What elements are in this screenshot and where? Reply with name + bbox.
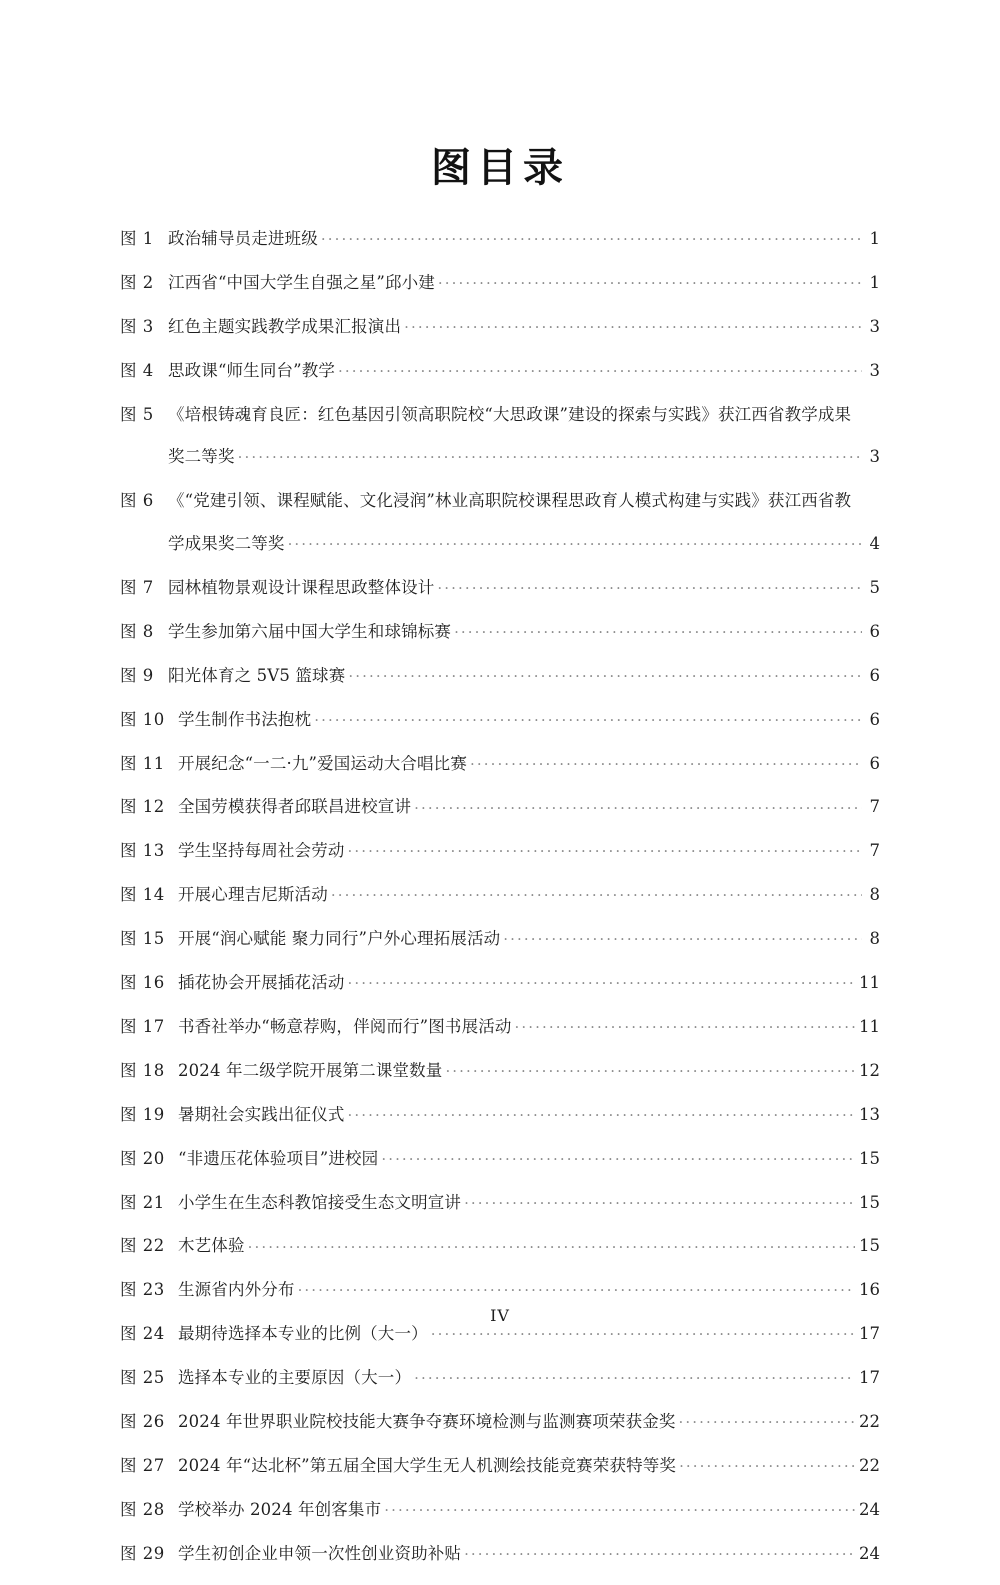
page-number: 7 [869, 841, 880, 861]
toc-entry-body [178, 707, 880, 734]
toc-entry-body [178, 1102, 880, 1129]
figure-label: 图 5 [120, 404, 154, 424]
figure-label: 图 27 [120, 1456, 165, 1475]
toc-entry[interactable] [120, 1321, 880, 1348]
page-number: 22 [859, 1412, 880, 1432]
dot-leader [348, 972, 856, 989]
figure-caption-text: 插花协会开展插花活动 [178, 973, 345, 993]
toc-entry[interactable] [120, 1058, 880, 1085]
toc-entry-body [178, 1321, 880, 1348]
figure-caption-text: 2024 年二级学院开展第二课堂数量 [178, 1060, 443, 1080]
page-number: 3 [869, 447, 880, 467]
figure-label: 图 22 [120, 1236, 165, 1256]
toc-entry-body [168, 402, 880, 429]
dot-leader [414, 796, 862, 813]
toc-entry[interactable] [120, 1014, 880, 1041]
figure-caption-text: 书香社举办“畅意荐购，伴阅而行”图书展活动 [178, 1016, 512, 1036]
figure-caption-text: 学生参加第六届中国大学生和球锦标赛 [168, 621, 452, 641]
page-number: 22 [859, 1456, 880, 1475]
toc-entry-line [120, 402, 880, 429]
figure-caption-text: 江西省“中国大学生自强之星”邱小建 [168, 272, 435, 292]
toc-entry-body [178, 1409, 880, 1436]
toc-entry[interactable] [120, 838, 880, 865]
page-number: 8 [869, 929, 880, 949]
toc-entry-line [120, 270, 880, 297]
dot-leader [238, 446, 862, 463]
toc-entry-line [120, 575, 880, 602]
toc-entry-continuation-line [120, 531, 880, 558]
toc-entry[interactable] [120, 707, 880, 734]
toc-entry-line [120, 794, 880, 821]
toc-entry-body [168, 575, 880, 602]
dot-leader [454, 620, 862, 637]
toc-entry-line [120, 1058, 880, 1085]
toc-entry-body [168, 358, 880, 385]
toc-entry[interactable] [120, 970, 880, 997]
toc-entry-line [120, 663, 880, 690]
toc-entry-line [120, 926, 880, 953]
figure-caption-text: 开展心理吉尼斯活动 [178, 885, 328, 905]
toc-entry[interactable] [120, 575, 880, 602]
toc-entry[interactable] [120, 402, 880, 471]
figure-label: 图 3 [120, 316, 154, 336]
figure-caption-text: 学生坚持每周社会劳动 [178, 841, 345, 861]
toc-entry-line [120, 882, 880, 909]
figure-caption-text: 2024 年“达北杯”第五届全国大学生无人机测绘技能竞赛荣获特等奖 [178, 1456, 677, 1475]
figure-caption-text: 学成果奖二等奖 [168, 533, 285, 553]
dot-leader [470, 752, 862, 769]
toc-entry-body [178, 1497, 880, 1524]
toc-entry-line [120, 751, 880, 778]
toc-entry-line [120, 1453, 880, 1480]
figure-caption-text: 木艺体验 [178, 1236, 245, 1256]
toc-entry[interactable] [120, 1409, 880, 1436]
figure-caption-text: 政治辅导员走进班级 [168, 229, 318, 248]
figure-label: 图 17 [120, 1016, 165, 1036]
toc-entry-body [178, 1146, 880, 1173]
toc-entry[interactable] [120, 1102, 880, 1129]
toc-entry[interactable] [120, 794, 880, 821]
footer-page-number: IV [490, 1306, 510, 1325]
page-number: 17 [859, 1324, 880, 1344]
toc-entry-body [178, 1190, 880, 1217]
figure-caption-text: “非遗压花体验项目”进校园 [178, 1148, 379, 1168]
figure-caption-text: 暑期社会实践出征仪式 [178, 1104, 345, 1124]
figure-caption-text: 小学生在生态科教馆接受生态文明宣讲 [178, 1192, 462, 1212]
page-title: 图目录 [431, 144, 569, 191]
toc-entry-line [120, 1014, 880, 1041]
toc-entry[interactable] [120, 882, 880, 909]
figure-label: 图 2 [120, 272, 154, 292]
toc-entry-body [178, 751, 880, 778]
figure-label: 图 9 [120, 665, 154, 685]
toc-entry-line [120, 1365, 880, 1392]
toc-entry-line [120, 358, 880, 385]
figure-caption-text: 学生制作书法抱枕 [178, 709, 312, 729]
toc-entry[interactable] [120, 270, 880, 297]
toc-entry-line [120, 1497, 880, 1524]
toc-entry-body [178, 926, 880, 953]
toc-entry[interactable] [120, 226, 880, 253]
page-number: 15 [859, 1236, 880, 1256]
toc-entry[interactable] [120, 1277, 880, 1304]
dot-leader [679, 1455, 855, 1472]
figure-label: 图 6 [120, 491, 154, 511]
dot-leader [314, 708, 862, 725]
toc-entry[interactable] [120, 1497, 880, 1524]
toc-entry[interactable] [120, 358, 880, 385]
toc-entry-body [178, 1541, 880, 1568]
toc-entry-body [178, 1233, 880, 1260]
toc-entry-body [178, 1453, 880, 1480]
toc-entry-line [120, 1321, 880, 1348]
page-number: 7 [869, 797, 880, 817]
toc-entry-line [120, 1102, 880, 1129]
figure-caption-text: 全国劳模获得者邱联昌进校宣讲 [178, 797, 412, 817]
page-number: 6 [869, 753, 880, 773]
dot-leader [384, 1498, 855, 1515]
figure-label: 图 1 [120, 229, 154, 248]
toc-entry[interactable] [120, 314, 880, 341]
figure-label: 图 21 [120, 1192, 165, 1212]
toc-entry[interactable] [120, 1365, 880, 1392]
figure-label: 图 23 [120, 1280, 165, 1300]
toc-entry[interactable] [120, 1453, 880, 1480]
toc-entry-line [120, 1146, 880, 1173]
dot-leader [348, 1103, 856, 1120]
page-number: 12 [859, 1060, 880, 1080]
toc-entry[interactable] [120, 619, 880, 646]
toc-entry-body [178, 882, 880, 909]
figure-label: 图 4 [120, 360, 154, 380]
figure-caption-text: 园林植物景观设计课程思政整体设计 [168, 577, 435, 597]
figure-label: 图 13 [120, 841, 165, 861]
dot-leader [464, 1542, 855, 1559]
toc-entry-line [120, 1190, 880, 1217]
figure-caption-text: 开展纪念“一二·九”爱国运动大合唱比赛 [178, 753, 467, 773]
figure-label: 图 20 [120, 1148, 165, 1168]
toc-entry-body [178, 970, 880, 997]
page-number: 1 [869, 272, 880, 292]
toc-entry-line [120, 488, 880, 515]
figure-label: 图 10 [120, 709, 165, 729]
page-number: 6 [869, 621, 880, 641]
figure-label: 图 24 [120, 1324, 165, 1344]
figure-label: 图 7 [120, 577, 154, 597]
dot-leader [348, 840, 863, 857]
toc-entry-body [178, 1058, 880, 1085]
figure-label: 图 26 [120, 1412, 165, 1432]
figure-caption-text: 最期待选择本专业的比例（大一） [178, 1324, 428, 1344]
dot-leader [503, 928, 862, 945]
dot-leader [321, 228, 862, 245]
dot-leader [298, 1279, 855, 1296]
toc-entry-line [120, 1541, 880, 1568]
toc-entry-body [168, 226, 880, 253]
figure-label: 图 29 [120, 1543, 165, 1563]
toc-entry[interactable] [120, 488, 880, 557]
figure-caption-text: 生源省内外分布 [178, 1280, 295, 1300]
figure-caption-text: 开展“润心赋能 聚力同行”户外心理拓展活动 [178, 929, 501, 949]
toc-entry-body [168, 488, 880, 515]
toc-entry-line [120, 1233, 880, 1260]
dot-leader [437, 576, 862, 593]
toc-entry-body [168, 619, 880, 646]
figure-label: 图 15 [120, 929, 165, 949]
toc-entry-body [178, 1365, 880, 1392]
page-number: 6 [869, 709, 880, 729]
page-number: 24 [859, 1499, 880, 1519]
toc-entry[interactable] [120, 663, 880, 690]
dot-leader [248, 1235, 855, 1252]
page-number: 5 [869, 577, 880, 597]
page-number: 8 [869, 885, 880, 905]
page-number: 3 [869, 360, 880, 380]
toc-entry-body [168, 314, 880, 341]
figure-caption-text: 学校举办 2024 年创客集市 [178, 1499, 382, 1519]
dot-leader [464, 1191, 855, 1208]
toc-entry-body [178, 1014, 880, 1041]
page-number: 24 [859, 1543, 880, 1563]
figure-caption-text: 2024 年世界职业院校技能大赛争夺赛环境检测与监测赛项荣获金奖 [178, 1412, 676, 1432]
figure-label: 图 25 [120, 1368, 165, 1388]
toc-entry-line [120, 226, 880, 253]
page-number: 13 [859, 1104, 880, 1124]
dot-leader [431, 1323, 855, 1340]
toc-entry-continuation-line [120, 444, 880, 471]
page-number: 15 [859, 1148, 880, 1168]
dot-leader [414, 1367, 855, 1384]
figure-caption-text: 《“党建引领、课程赋能、文化浸润”林业高职院校课程思政育人模式构建与实践》获江西省教 [168, 491, 852, 511]
toc-entry-line [120, 707, 880, 734]
figure-label: 图 28 [120, 1499, 165, 1519]
toc-entry-line [120, 970, 880, 997]
page-number: 11 [859, 973, 880, 993]
page-number: 15 [859, 1192, 880, 1212]
figure-label: 图 12 [120, 797, 165, 817]
dot-leader [515, 1015, 855, 1032]
toc-entry[interactable] [120, 1190, 880, 1217]
figure-caption-text: 思政课“师生同台”教学 [168, 360, 336, 380]
toc-entry-body [168, 663, 880, 690]
toc-entry-body [178, 838, 880, 865]
figure-caption-text: 奖二等奖 [168, 447, 235, 467]
figure-label: 图 14 [120, 885, 165, 905]
toc-entry[interactable] [120, 1541, 880, 1568]
table-of-figures-list [120, 226, 880, 1585]
page-number: 4 [869, 533, 880, 553]
figure-caption-text: 阳光体育之 5V5 篮球赛 [168, 665, 346, 685]
toc-entry-line [120, 314, 880, 341]
figure-caption-text: 《培根铸魂育良匠：红色基因引领高职院校“大思政课”建设的探索与实践》获江西省教学成果 [168, 404, 852, 424]
toc-entry[interactable] [120, 751, 880, 778]
dot-leader [288, 532, 862, 549]
figure-label: 图 18 [120, 1060, 165, 1080]
toc-entry-line [120, 619, 880, 646]
toc-entry-line [120, 838, 880, 865]
toc-entry[interactable] [120, 926, 880, 953]
page-number: 6 [869, 665, 880, 685]
figure-caption-text: 学生初创企业申领一次性创业资助补贴 [178, 1543, 462, 1563]
toc-entry-line [120, 1409, 880, 1436]
toc-entry-body [168, 270, 880, 297]
dot-leader [348, 664, 862, 681]
toc-entry-body [178, 1277, 880, 1304]
figure-label: 图 8 [120, 621, 154, 641]
page-number: 16 [859, 1280, 880, 1300]
toc-entry-body [178, 794, 880, 821]
dot-leader [438, 271, 862, 288]
dot-leader [338, 359, 862, 376]
toc-entry-body [168, 531, 880, 558]
figure-label: 图 19 [120, 1104, 165, 1124]
page-number: 17 [859, 1368, 880, 1388]
page-number: 11 [859, 1016, 880, 1036]
dot-leader [445, 1059, 855, 1076]
toc-entry-body [168, 444, 880, 471]
figure-caption-text: 选择本专业的主要原因（大一） [178, 1368, 412, 1388]
figure-caption-text: 红色主题实践教学成果汇报演出 [168, 316, 402, 336]
figure-label: 图 11 [120, 753, 165, 773]
dot-leader [679, 1411, 855, 1428]
toc-entry[interactable] [120, 1233, 880, 1260]
page-number: 1 [869, 229, 880, 248]
page-number: 3 [869, 316, 880, 336]
dot-leader [404, 315, 862, 332]
dot-leader [381, 1147, 855, 1164]
toc-entry[interactable] [120, 1146, 880, 1173]
toc-entry-line [120, 1277, 880, 1304]
dot-leader [331, 884, 862, 901]
figure-label: 图 16 [120, 973, 165, 993]
